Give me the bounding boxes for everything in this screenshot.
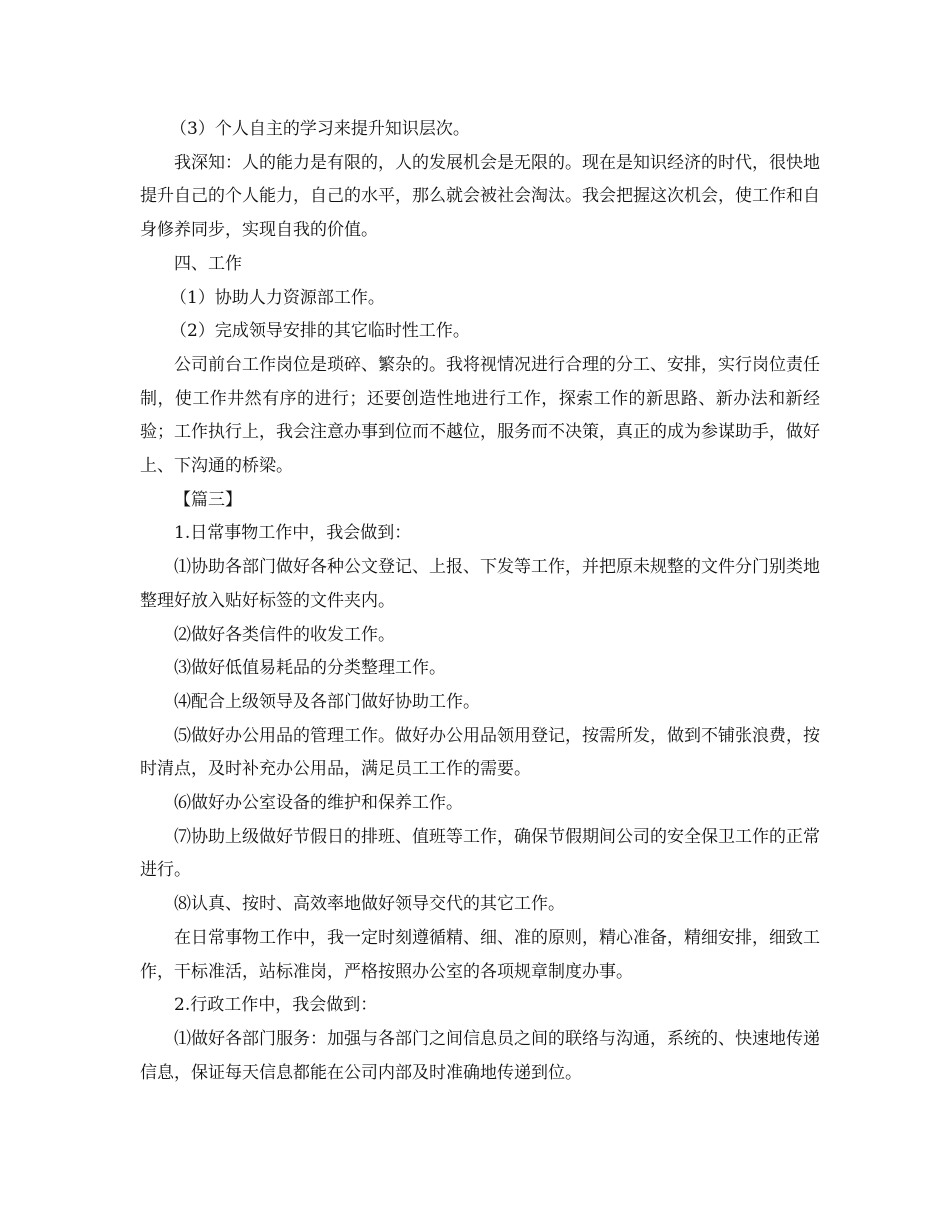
paragraph: （3）个人自主的学习来提升知识层次。	[170, 119, 470, 139]
paragraph: ⑻认真、按时、高效率地做好领导交代的其它工作。	[174, 894, 565, 915]
paragraph: ⑷配合上级领导及各部门做好协助工作。	[174, 691, 480, 712]
document-page	[140, 113, 820, 1090]
paragraph: ⑺协助上级做好节假日的排班、值班等工作，确保节假期间公司的安全保卫工作的正常进行。	[140, 826, 820, 881]
paragraph: 公司前台工作岗位是琐碎、繁杂的。我将视情况进行合理的分工、安排，实行岗位责任制，使工作井然有序的进行；还要创造性地进行工作，探索工作的新思路、新办法和新经验；工作执行上，我会注意办事到位而不越位，服务而不决策，真正的成为参谋助手，做好上、下沟通的桥梁。	[140, 354, 820, 477]
paragraph: ⑵做好各类信件的收发工作。	[174, 624, 395, 645]
paragraph: 我深知：人的能力是有限的，人的发展机会是无限的。现在是知识经济的时代，很快地提升自己的个人能力，自己的水平，那么就会被社会淘汰。我会把握这次机会，使工作和自身修养同步，实现自我的价值。	[140, 152, 820, 241]
paragraph: 在日常事物工作中，我一定时刻遵循精、细、准的原则，精心准备，精细安排，细致工作，干标准活，站标准岗，严格按照办公室的各项规章制度办事。	[140, 927, 820, 982]
paragraph: ⑴协助各部门做好各种公文登记、上报、下发等工作，并把原未规整的文件分门别类地整理好放入贴好标签的文件夹内。	[140, 557, 820, 611]
paragraph: （1）协助人力资源部工作。	[170, 287, 385, 308]
paragraph: 2.行政工作中，我会做到：	[174, 995, 378, 1016]
paragraph: ⑹做好办公室设备的维护和保养工作。	[174, 793, 463, 814]
paragraph: ⑸做好办公用品的管理工作。做好办公用品领用登记，按需所发，做到不铺张浪费，按时清点，及时补充办公用品，满足员工工作的需要。	[140, 725, 820, 780]
section-heading: 四、工作	[174, 253, 242, 274]
section-heading: 【篇三】	[174, 489, 242, 510]
paragraph: 1.日常事物工作中，我会做到：	[174, 523, 412, 544]
paragraph: ⑶做好低值易耗品的分类整理工作。	[174, 658, 446, 679]
paragraph: ⑴做好各部门服务：加强与各部门之间信息员之间的联络与沟通，系统的、快速地传递信息，保证每天信息都能在公司内部及时准确地传递到位。	[140, 1028, 820, 1083]
paragraph: （2）完成领导安排的其它临时性工作。	[170, 321, 470, 342]
